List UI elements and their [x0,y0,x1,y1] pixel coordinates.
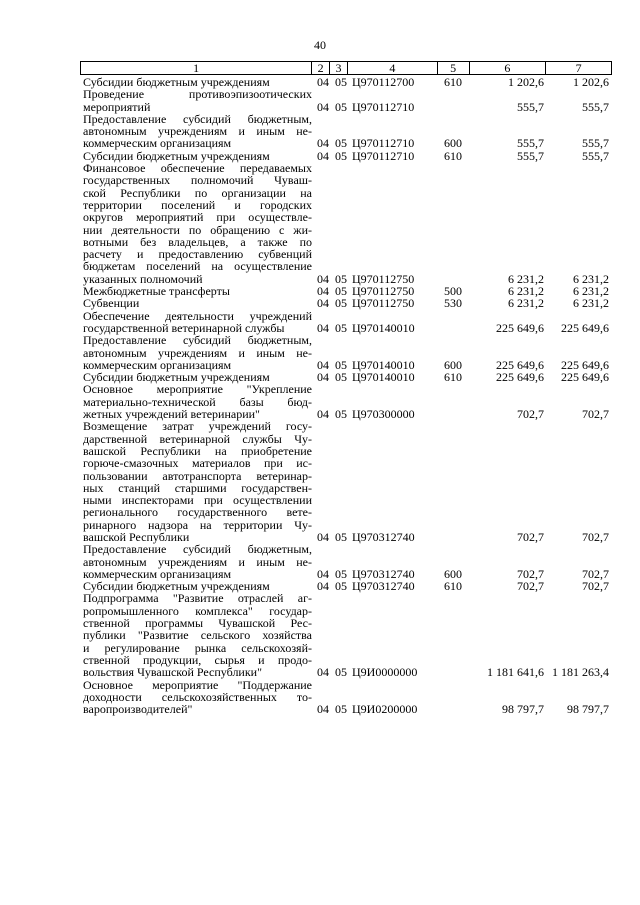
amount-year-1: 1 181 641,6 [487,665,544,680]
amount-year-2: 555,7 [582,136,609,151]
row-description [80,162,312,285]
amount-year-2: 702,7 [582,407,609,422]
description-line: варопроизводителей" [83,702,193,717]
row-description [80,420,312,543]
amount-year-1: 555,7 [517,148,544,163]
description-line: ными инспекторами при осуществлении [83,493,312,508]
subsection-code: 05 [335,579,347,594]
row-description [80,543,312,580]
expense-type-code: 610 [444,75,462,89]
subsection-code: 05 [335,99,347,114]
amount-year-1: 6 231,2 [508,296,544,311]
description-line: доходности сельскохозяйственных то- [83,689,312,704]
amount-year-1: 225 649,6 [496,357,544,372]
table-row [80,113,612,150]
amount-year-1: 6 231,2 [508,271,544,286]
column-header-2: 2 [312,62,330,74]
description-line: пользовании автотранспорта ветеринар- [83,468,312,483]
row-description [80,592,312,678]
section-code: 04 [317,320,329,335]
description-line: нии деятельности по обращению с жи- [83,222,312,237]
table-row [80,297,612,309]
target-article-code: Ц970140010 [352,370,415,385]
subsection-code: 05 [335,296,347,311]
target-article-code: Ц970112710 [352,99,415,114]
amount-year-1: 225 649,6 [496,370,544,385]
description-line: вотными без владельцев, а также по [83,234,312,249]
section-code: 04 [317,529,329,544]
row-description [80,334,312,371]
expense-type-code: 600 [444,566,462,581]
section-code: 04 [317,296,329,311]
amount-year-1: 225 649,6 [496,320,544,335]
description-line: Основное мероприятие "Поддержание [83,677,312,692]
target-article-code: Ц970312740 [352,579,415,594]
table-row [80,334,612,371]
description-line: ринарного надзора на территории Чу- [83,517,312,532]
amount-year-1: 555,7 [517,99,544,114]
target-article-code: Ц970112710 [352,136,415,151]
description-line: Предоставление субсидий бюджетным, [83,333,312,348]
amount-year-1: 6 231,2 [508,284,544,299]
description-line: мероприятий [83,99,151,114]
description-line: Подпрограмма "Развитие отраслей аг- [83,591,312,606]
expense-type-code: 600 [444,357,462,372]
description-line: автономным учреждениям и иным не- [83,554,312,569]
target-article-code: Ц970112710 [352,148,415,163]
row-description [80,113,312,150]
description-line: Основное мероприятие "Укрепление [83,382,312,397]
description-line: Субсидии бюджетным учреждениям [83,148,270,163]
description-line: Субсидии бюджетным учреждениям [83,579,270,594]
column-header-3: 3 [330,62,348,74]
target-article-code: Ц970300000 [352,407,415,422]
row-description [80,310,312,335]
description-line: материально-технической базы бюд- [83,394,312,409]
description-line: ропромышленного комплекса" государ- [83,603,312,618]
section-code: 04 [317,284,329,299]
description-line: и регулирование рынка сельскохозяй- [83,640,312,655]
table-header [80,61,612,75]
description-line: публики "Развитие сельского хозяйства [83,628,312,643]
subsection-code: 05 [335,284,347,299]
row-description [80,297,312,309]
expense-type-code: 530 [444,296,462,311]
description-line: округов мероприятий при осуществле- [83,210,312,225]
section-code: 04 [317,99,329,114]
amount-year-2: 702,7 [582,566,609,581]
description-line: автономным учреждениям и иным не- [83,345,312,360]
amount-year-2: 225 649,6 [561,320,609,335]
section-code: 04 [317,702,329,717]
description-line: коммерческим организациям [83,566,232,581]
description-line: Предоставление субсидий бюджетным, [83,542,312,557]
amount-year-2: 6 231,2 [573,296,609,311]
description-line: Обеспечение деятельности учреждений [83,308,312,323]
section-code: 04 [317,665,329,680]
subsection-code: 05 [335,136,347,151]
column-header-1: 1 [81,62,312,74]
amount-year-2: 1 181 263,4 [552,665,609,680]
section-code: 04 [317,148,329,163]
expense-type-code: 610 [444,370,462,385]
amount-year-2: 555,7 [582,99,609,114]
description-line: коммерческим организациям [83,357,232,372]
row-description [80,679,312,716]
section-code: 04 [317,566,329,581]
amount-year-2: 6 231,2 [573,271,609,286]
description-line: государственных полномочий Чуваш- [83,173,312,188]
subsection-code: 05 [335,148,347,163]
column-header-5: 5 [438,62,470,74]
column-header-6: 6 [470,62,547,74]
description-line: Субсидии бюджетным учреждениям [83,370,270,385]
column-header-7: 7 [575,61,582,75]
amount-year-1: 702,7 [517,407,544,422]
section-code: 04 [317,136,329,151]
table-row [80,543,612,580]
description-line: Предоставление субсидий бюджетным, [83,111,312,126]
amount-year-2: 225 649,6 [561,357,609,372]
table-row [80,88,612,113]
amount-year-2: 702,7 [582,529,609,544]
subsection-code: 05 [335,566,347,581]
column-header-4: 4 [348,62,438,74]
target-article-code: Ц970112750 [352,271,415,286]
subsection-code: 05 [335,702,347,717]
amount-year-1: 702,7 [517,529,544,544]
amount-year-1: 1 202,6 [508,75,544,89]
amount-year-1: 702,7 [517,566,544,581]
section-code: 04 [317,407,329,422]
table-row [80,679,612,716]
subsection-code: 05 [335,75,347,89]
amount-year-2: 702,7 [582,579,609,594]
target-article-code: Ц970312740 [352,529,415,544]
description-line: ных станций старшими государствен- [83,480,312,495]
expense-type-code: 600 [444,136,462,151]
description-line: расчету и предоставлению субвенций [83,247,312,262]
table-row [80,310,612,335]
amount-year-2: 98 797,7 [567,702,609,717]
description-line: ской Республики по организации на [83,185,312,200]
description-line: вашской Республики на приобретение [83,443,312,458]
table-body [80,76,612,715]
section-code: 04 [317,75,329,89]
target-article-code: Ц970112750 [352,284,415,299]
amount-year-2: 6 231,2 [573,284,609,299]
target-article-code: Ц970112700 [352,75,415,89]
target-article-code: Ц9И0200000 [352,702,418,717]
subsection-code: 05 [335,665,347,680]
description-line: Проведение противоэпизоотических [83,87,312,102]
description-line: Субвенции [83,296,140,311]
row-description [80,383,312,420]
description-line: государственной ветеринарной службы [83,320,285,335]
amount-year-1: 555,7 [517,136,544,151]
section-code: 04 [317,271,329,286]
description-line: вашской Республики [83,529,190,544]
description-line: Финансовое обеспечение передаваемых [83,161,312,176]
table-row [80,383,612,420]
description-line: вольствия Чувашской Республики" [83,665,263,680]
target-article-code: Ц9И0000000 [352,665,418,680]
description-line: ственной продукции, сырья и продо- [83,652,312,667]
subsection-code: 05 [335,320,347,335]
description-line: дарственной ветеринарной службы Чу- [83,431,312,446]
page-number: 40 [314,38,326,52]
target-article-code: Ц970140010 [352,320,415,335]
subsection-code: 05 [335,407,347,422]
amount-year-1: 702,7 [517,579,544,594]
subsection-code: 05 [335,357,347,372]
expense-type-code: 500 [444,284,462,299]
description-line: Возмещение затрат учреждений госу- [83,419,312,434]
subsection-code: 05 [335,370,347,385]
section-code: 04 [317,357,329,372]
amount-year-2: 225 649,6 [561,370,609,385]
table-row [80,162,612,285]
description-line: горюче-смазочных материалов при ис- [83,456,312,471]
expense-type-code: 610 [444,148,462,163]
description-line: указанных полномочий [83,271,203,286]
expense-type-code: 610 [444,579,462,594]
description-line: жетных учреждений ветеринарии" [83,407,260,422]
description-line: бюджетам поселений на осуществление [83,259,312,274]
description-line: ственной программы Чувашской Рес- [83,616,312,631]
description-line: коммерческим организациям [83,136,232,151]
section-code: 04 [317,579,329,594]
amount-year-1: 98 797,7 [502,702,544,717]
row-description [80,88,312,113]
description-line: регионального государственного вете- [83,505,312,520]
target-article-code: Ц970312740 [352,566,415,581]
description-line: территории поселений и городских [83,197,312,212]
amount-year-2: 555,7 [582,148,609,163]
description-line: Межбюджетные трансферты [83,284,230,299]
description-line: Субсидии бюджетным учреждениям [83,75,270,89]
section-code: 04 [317,370,329,385]
target-article-code: Ц970112750 [352,296,415,311]
subsection-code: 05 [335,529,347,544]
target-article-code: Ц970140010 [352,357,415,372]
table-row [80,592,612,678]
table-row [80,420,612,543]
description-line: автономным учреждениям и иным не- [83,124,312,139]
subsection-code: 05 [335,271,347,286]
amount-year-2: 1 202,6 [573,75,609,89]
